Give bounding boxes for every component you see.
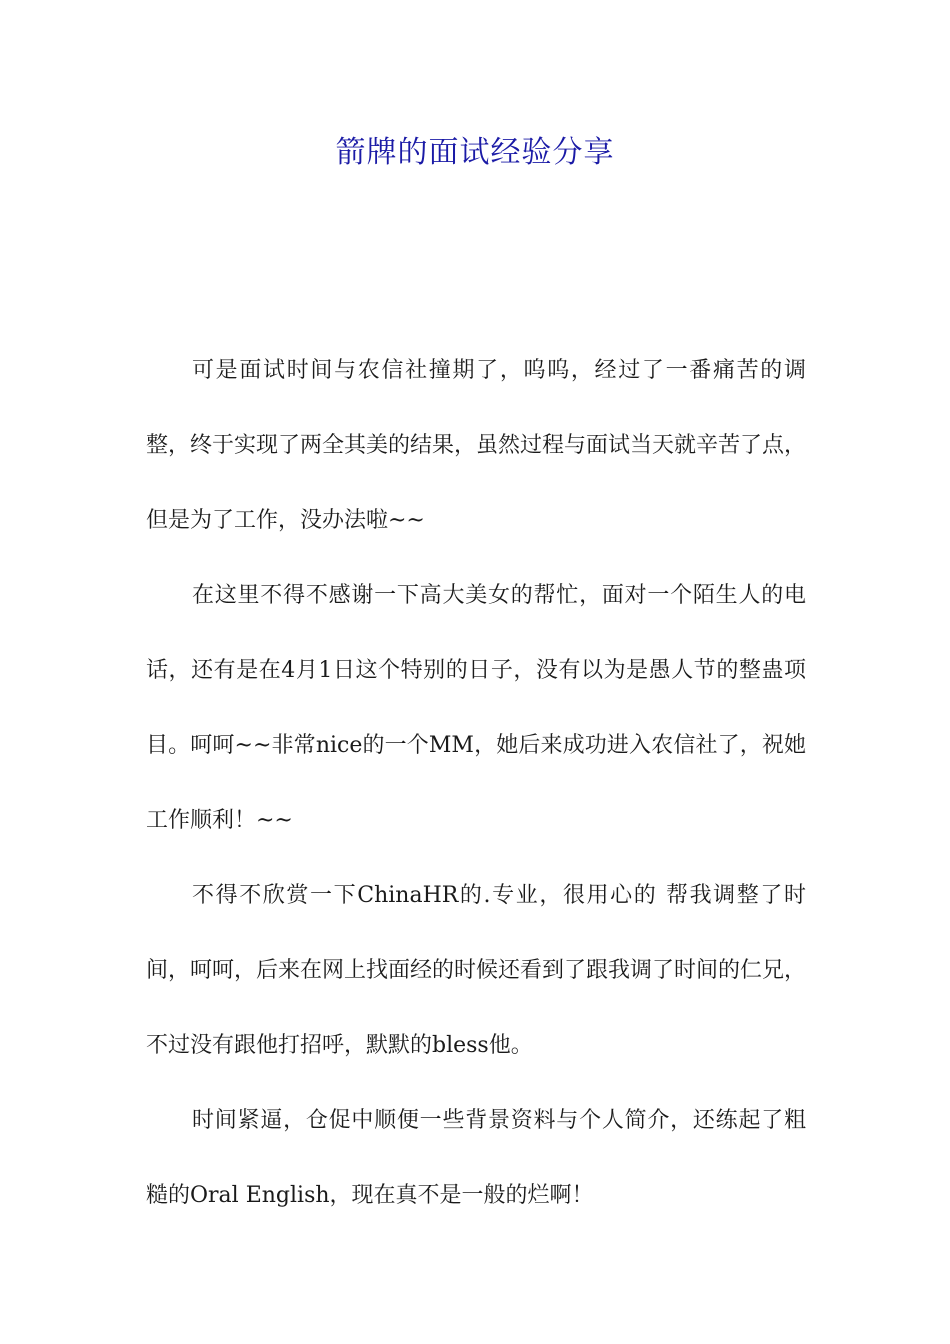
paragraph-2: 在这里不得不感谢一下高大美女的帮忙，面对一个陌生人的电话，还有是在4月1日这个特别的日子，没有以为是愚人节的整蛊项目。呵呵~~非常nice的一个MM，她后来成功进入农信社了，祝她工作顺利！~~ (146, 583, 806, 833)
paragraph-1: 可是面试时间与农信社撞期了，呜呜，经过了一番痛苦的调整，终于实现了两全其美的结果，虽然过程与面试当天就辛苦了点，但是为了工作，没办法啦~~ (146, 358, 807, 533)
paragraph-3: 不得不欣赏一下ChinaHR的.专业，很用心的 帮我调整了时间，呵呵，后来在网上找面经的时候还看到了跟我调了时间的仁兄，不过没有跟他打招呼，默默的bless他。 (146, 883, 807, 1058)
document-title: 箭牌的面试经验分享 (335, 135, 615, 170)
document-body (146, 333, 806, 1233)
paragraph-4: 时间紧逼，仓促中顺便一些背景资料与个人简介，还练起了粗糙的Oral English，现在真不是一般的烂啊！ (146, 1108, 806, 1208)
